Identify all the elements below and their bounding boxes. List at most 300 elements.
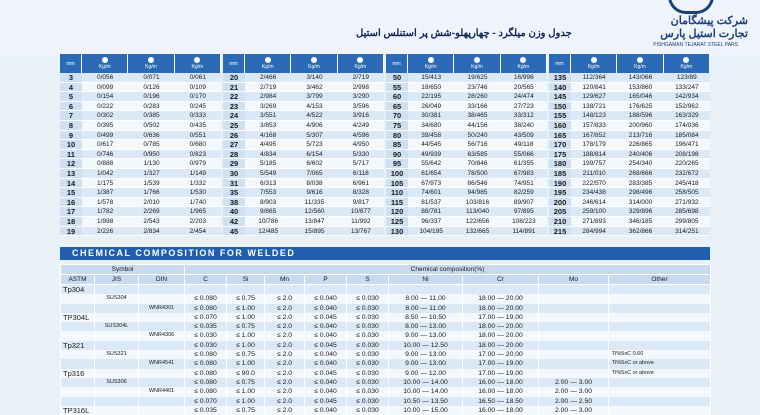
kgm-header (175, 54, 221, 73)
cell-p: ≤ 0.045 (305, 341, 347, 350)
weight-cell: 0/435 (175, 121, 221, 131)
weight-cell: 49/939 (408, 150, 454, 160)
weight-cell: 0/502 (128, 121, 174, 131)
weight-cell: 0/071 (128, 73, 174, 83)
weight-cell: 245/418 (664, 179, 710, 189)
weight-cell: 113/040 (454, 207, 500, 217)
weight-cell: 20/565 (501, 83, 547, 93)
weight-cell: 284/994 (571, 227, 617, 237)
size-cell: 29 (223, 159, 245, 169)
weight-cell: 7/553 (245, 188, 291, 198)
weight-cell: 258/505 (664, 188, 710, 198)
weight-cell: 7/065 (291, 169, 337, 179)
weight-table-grid (60, 54, 710, 236)
column-header-mo: Mo (539, 275, 609, 285)
cell-c: ≤ 0.080 (185, 387, 227, 396)
cell-s: ≤ 0.030 (347, 397, 389, 406)
weight-cell: 55/066 (501, 150, 547, 160)
weight-cell: 232/672 (664, 169, 710, 179)
cell-astm (61, 350, 95, 359)
size-cell: 50 (386, 73, 408, 83)
cell-c: ≤ 0.080 (185, 350, 227, 359)
size-cell: 85 (386, 140, 408, 150)
table-row (61, 304, 711, 313)
weight-cell: 0/056 (82, 73, 128, 83)
company-logo (632, 2, 752, 54)
weight-cell: 23/746 (454, 83, 500, 93)
cell-mo (539, 294, 609, 303)
weight-cell: 11/992 (338, 217, 384, 227)
weight-cell: 5/330 (338, 150, 384, 160)
weight-cell: 2/466 (245, 73, 291, 83)
weight-cell: 38/240 (501, 121, 547, 131)
weight-cell: 152/962 (664, 102, 710, 112)
weight-cell: 81/537 (408, 198, 454, 208)
page-header (0, 0, 760, 56)
weight-cell: 94/985 (454, 188, 500, 198)
cell-mo: 2.00 — 3.00 (539, 378, 609, 387)
weight-cell: 2/984 (245, 92, 291, 102)
weight-cell: 1/782 (82, 207, 128, 217)
cell-din: WNR4301 (139, 304, 185, 313)
cell-cr: 17.00 — 19.00 (463, 313, 539, 322)
weight-cell: 0/061 (175, 73, 221, 83)
cell-ni (389, 285, 463, 295)
cell-mo (539, 331, 609, 340)
weight-cell: 1/175 (82, 179, 128, 189)
cell-jis (95, 406, 139, 415)
weight-cell: 3/269 (245, 102, 291, 112)
weight-cell: 283/385 (617, 179, 663, 189)
cell-other (609, 313, 711, 322)
size-cell: 140 (549, 83, 571, 93)
kgm-header (617, 54, 663, 73)
column-header-din: DIN (139, 275, 185, 285)
cell-cr: 16.00 — 18.00 (463, 378, 539, 387)
cell-mo (539, 341, 609, 350)
header-label: Kg/m (517, 64, 529, 70)
weight-cell: 13/767 (338, 227, 384, 237)
weight-cell: 0/196 (128, 92, 174, 102)
size-cell: 21 (223, 83, 245, 93)
square-bar-icon (311, 57, 317, 63)
cell-jis (95, 331, 139, 340)
company-name-line1: شرکت پیشگامان (671, 14, 748, 27)
hex-bar-icon (683, 57, 689, 63)
cell-cr: 16.00 — 18.00 (463, 387, 539, 396)
header-label: Kg/m (425, 64, 437, 70)
weight-cell: 271/932 (664, 198, 710, 208)
weight-cell: 3/551 (245, 111, 291, 121)
round-bar-icon (265, 57, 271, 63)
weight-cell: 112/364 (571, 73, 617, 83)
header-label: mm (392, 61, 400, 67)
logo-mark-icon (668, 0, 714, 14)
weight-cell: 0/888 (82, 159, 128, 169)
weight-cell: 13/847 (291, 217, 337, 227)
weight-cell: 234/438 (571, 188, 617, 198)
cell-s: ≤ 0.030 (347, 359, 389, 368)
weight-cell: 70/846 (454, 159, 500, 169)
weight-cell: 122/656 (454, 217, 500, 227)
cell-astm: Tp304 (61, 285, 95, 295)
weight-cell: 1/130 (128, 159, 174, 169)
weight-cell: 5/549 (245, 169, 291, 179)
mm-header (386, 54, 408, 73)
weight-cell: 329/896 (617, 207, 663, 217)
column-header-row (61, 275, 711, 285)
size-cell: 8 (60, 121, 82, 131)
cell-ni: 8.00 — 13.00 (389, 322, 463, 331)
cell-astm (61, 359, 95, 368)
header-label: Kg/m (634, 64, 646, 70)
cell-s: ≤ 0.030 (347, 304, 389, 313)
weight-group (60, 54, 221, 236)
cell-other (609, 294, 711, 303)
weight-cell: 1/539 (128, 179, 174, 189)
weight-cell: 2/269 (128, 207, 174, 217)
cell-din: WNR4541 (139, 359, 185, 368)
size-cell: 60 (386, 92, 408, 102)
cell-p: ≤ 0.040 (305, 322, 347, 331)
cell-mn: ≤ 2.0 (265, 304, 305, 313)
table-row (61, 331, 711, 340)
size-cell: 95 (386, 159, 408, 169)
size-cell: 26 (223, 131, 245, 141)
size-cell: 9 (60, 131, 82, 141)
weight-cell: 254/340 (617, 159, 663, 169)
cell-cr: 17.00 — 19.00 (463, 359, 539, 368)
cell-si: ≤ 1.00 (227, 359, 265, 368)
column-header-jis: JIS (95, 275, 139, 285)
weight-cell: 97/895 (501, 207, 547, 217)
weight-cell: 1/327 (128, 169, 174, 179)
cell-s: ≤ 0.030 (347, 406, 389, 415)
size-cell: 70 (386, 111, 408, 121)
cell-astm (61, 322, 95, 331)
symbol-header: Symbol (61, 265, 185, 275)
cell-other (609, 322, 711, 331)
chemical-table (60, 264, 711, 415)
cell-cr: 18.00 — 20.00 (463, 294, 539, 303)
weight-cell: 200/960 (617, 121, 663, 131)
weight-cell: 33/166 (454, 102, 500, 112)
weight-cell: 0/785 (128, 140, 174, 150)
table-row (61, 397, 711, 406)
weight-group (223, 54, 384, 236)
cell-other: Ti%5xC or above (609, 369, 711, 378)
cell-c: ≤ 0.080 (185, 378, 227, 387)
weight-cell: 1/965 (175, 207, 221, 217)
cell-c: ≤ 0.080 (185, 369, 227, 378)
kgm-header (664, 54, 710, 73)
cell-din: WNR4401 (139, 387, 185, 396)
cell-si: ≤ 1.00 (227, 331, 265, 340)
weight-cell: 222/570 (571, 179, 617, 189)
weight-cell: 0/979 (175, 159, 221, 169)
cell-mo (539, 350, 609, 359)
weight-cell: 2/010 (128, 198, 174, 208)
weight-cell: 129/627 (571, 92, 617, 102)
size-cell: 100 (386, 169, 408, 179)
cell-jis (95, 304, 139, 313)
size-cell: 5 (60, 92, 82, 102)
weight-cell: 6/313 (245, 179, 291, 189)
size-cell: 165 (549, 131, 571, 141)
weight-cell: 0/302 (82, 111, 128, 121)
cell-din (139, 350, 185, 359)
weight-cell: 38/465 (454, 111, 500, 121)
weight-cell: 9/616 (291, 188, 337, 198)
mm-header (549, 54, 571, 73)
weight-cell: 4/950 (338, 140, 384, 150)
cell-other (609, 331, 711, 340)
cell-astm: TP316L (61, 406, 95, 415)
weight-cell: 63/585 (454, 150, 500, 160)
cell-c (185, 285, 227, 295)
size-cell: 65 (386, 102, 408, 112)
cell-astm (61, 304, 95, 313)
cell-jis (95, 397, 139, 406)
cell-s: ≤ 0.030 (347, 378, 389, 387)
cell-mn: ≤ 2.0 (265, 294, 305, 303)
weight-cell: 8/038 (291, 179, 337, 189)
weight-cell: 3/596 (338, 102, 384, 112)
composition-header: Chemical composition(%) (185, 265, 711, 275)
cell-other (609, 378, 711, 387)
cell-mn: ≤ 2.0 (265, 406, 305, 415)
kgm-header (82, 54, 128, 73)
size-cell: 150 (549, 102, 571, 112)
cell-c: ≤ 0.030 (185, 331, 227, 340)
table-row (61, 359, 711, 368)
page-title: جدول وزن میلگرد - چهارپهلو-شش پر استنلس استیل (356, 28, 556, 39)
cell-mn: ≤ 2.0 (265, 331, 305, 340)
cell-jis: SUS304 (95, 294, 139, 303)
column-header-mn: Mn (265, 275, 305, 285)
cell-s: ≤ 0.030 (347, 322, 389, 331)
weight-cell: 271/893 (571, 217, 617, 227)
mm-header (60, 54, 82, 73)
cell-mo (539, 359, 609, 368)
size-cell: 28 (223, 150, 245, 160)
size-cell: 200 (549, 198, 571, 208)
weight-cell: 103/816 (454, 198, 500, 208)
size-cell: 16 (60, 198, 82, 208)
size-cell: 35 (223, 188, 245, 198)
weight-cell: 10/786 (245, 217, 291, 227)
cell-other (609, 387, 711, 396)
size-cell: 14 (60, 179, 82, 189)
cell-mn: ≤ 2.0 (265, 387, 305, 396)
cell-din (139, 322, 185, 331)
weight-cell: 6/961 (338, 179, 384, 189)
weight-cell: 16/996 (501, 73, 547, 83)
size-cell: 215 (549, 227, 571, 237)
weight-cell: 285/698 (664, 207, 710, 217)
cell-p: ≤ 0.040 (305, 304, 347, 313)
weight-cell: 27/723 (501, 102, 547, 112)
cell-c: ≤ 0.080 (185, 294, 227, 303)
cell-other (609, 304, 711, 313)
cell-ni: 10.00 — 14.00 (389, 387, 463, 396)
column-header-cr: Cr (463, 275, 539, 285)
weight-cell: 3/853 (245, 121, 291, 131)
weight-cell: 3/916 (338, 111, 384, 121)
size-cell: 80 (386, 131, 408, 141)
size-cell: 31 (223, 179, 245, 189)
cell-cr: 16.50 — 18.50 (463, 397, 539, 406)
cell-jis (95, 369, 139, 378)
cell-mn: ≤ 2.0 (265, 350, 305, 359)
weight-cell: 2/719 (245, 83, 291, 93)
weight-cell: 120/841 (571, 83, 617, 93)
weight-cell: 5/723 (291, 140, 337, 150)
weight-cell: 74/601 (408, 188, 454, 198)
weight-cell: 1/387 (82, 188, 128, 198)
kgm-header (245, 54, 291, 73)
cell-p: ≤ 0.040 (305, 331, 347, 340)
weight-cell: 4/153 (291, 102, 337, 112)
weight-cell: 196/471 (664, 140, 710, 150)
weight-cell: 11/335 (291, 198, 337, 208)
cell-din (139, 313, 185, 322)
cell-mn: ≤ 2.0 (265, 378, 305, 387)
company-subtitle: PISHGAMAN TEJARAT STEEL PARS (653, 42, 738, 48)
weight-cell: 4/834 (245, 150, 291, 160)
cell-c: ≤ 0.080 (185, 304, 227, 313)
size-cell: 155 (549, 111, 571, 121)
cell-c: ≤ 0.080 (185, 359, 227, 368)
weight-cell: 22/195 (408, 92, 454, 102)
weight-cell: 5/185 (245, 159, 291, 169)
table-row (61, 341, 711, 350)
cell-c: ≤ 0.030 (185, 341, 227, 350)
cell-c: ≤ 0.070 (185, 313, 227, 322)
cell-c: ≤ 0.035 (185, 406, 227, 415)
header-label: mm (555, 61, 563, 67)
weight-cell: 3/799 (291, 92, 337, 102)
weight-cell: 33/312 (501, 111, 547, 121)
size-cell: 90 (386, 150, 408, 160)
round-bar-icon (428, 57, 434, 63)
size-cell: 24 (223, 111, 245, 121)
weight-cell: 26/049 (408, 102, 454, 112)
cell-s: ≤ 0.030 (347, 313, 389, 322)
weight-cell: 188/814 (571, 150, 617, 160)
kgm-header (338, 54, 384, 73)
cell-mn: ≤ 2.0 (265, 341, 305, 350)
weight-cell: 8/328 (338, 188, 384, 198)
weight-cell: 0/823 (175, 150, 221, 160)
size-cell: 20 (223, 73, 245, 83)
size-cell: 13 (60, 169, 82, 179)
weight-cell: 211/010 (571, 169, 617, 179)
weight-cell: 199/757 (571, 159, 617, 169)
weight-cell: 0/551 (175, 131, 221, 141)
cell-astm: Tp316 (61, 369, 95, 378)
column-header-other: Other (609, 275, 711, 285)
cell-s: ≤ 0.030 (347, 369, 389, 378)
cell-si: ≤ 0.75 (227, 350, 265, 359)
cell-s: ≤ 0.030 (347, 331, 389, 340)
weight-cell: 4/522 (291, 111, 337, 121)
weight-cell: 15/413 (408, 73, 454, 83)
weight-cell: 0/333 (175, 111, 221, 121)
weight-cell: 0/950 (128, 150, 174, 160)
weight-cell: 259/100 (571, 207, 617, 217)
cell-jis: SUS306 (95, 378, 139, 387)
weight-cell: 0/126 (128, 83, 174, 93)
weight-cell: 3/462 (291, 83, 337, 93)
size-cell: 110 (386, 188, 408, 198)
weight-cell: 44/545 (408, 140, 454, 150)
size-cell: 7 (60, 111, 82, 121)
size-cell: 30 (223, 169, 245, 179)
weight-cell: 0/499 (82, 131, 128, 141)
weight-cell: 61/654 (408, 169, 454, 179)
weight-cell: 8/903 (245, 198, 291, 208)
weight-cell: 2/543 (128, 217, 174, 227)
weight-cell: 123/89 (664, 73, 710, 83)
cell-si: ≤ 0.75 (227, 406, 265, 415)
cell-other (609, 285, 711, 295)
weight-cell: 0/222 (82, 102, 128, 112)
weight-cell: 9/817 (338, 198, 384, 208)
chemical-table-wrapper (60, 264, 710, 410)
cell-c: ≤ 0.035 (185, 322, 227, 331)
weight-cell: 96/337 (408, 217, 454, 227)
header-label: Kg/m (99, 64, 111, 70)
size-cell: 55 (386, 83, 408, 93)
size-cell: 125 (386, 217, 408, 227)
weight-cell: 18/650 (408, 83, 454, 93)
weight-cell: 167/852 (571, 131, 617, 141)
weight-cell: 9/865 (245, 207, 291, 217)
cell-other: Ti%5xC or above (609, 359, 711, 368)
weight-cell: 1/530 (175, 188, 221, 198)
size-cell: 12 (60, 159, 82, 169)
size-cell: 190 (549, 179, 571, 189)
header-label: Kg/m (471, 64, 483, 70)
size-cell: 40 (223, 207, 245, 217)
cell-jis (95, 341, 139, 350)
weight-cell: 74/951 (501, 179, 547, 189)
weight-cell: 208/198 (664, 150, 710, 160)
kgm-header (454, 54, 500, 73)
cell-din (139, 285, 185, 295)
table-row (61, 294, 711, 303)
cell-ni: 10.00 — 12.50 (389, 341, 463, 350)
header-label: Kg/m (145, 64, 157, 70)
cell-si: ≤ 1.00 (227, 313, 265, 322)
size-cell: 195 (549, 188, 571, 198)
weight-cell: 43/509 (501, 131, 547, 141)
kgm-header (571, 54, 617, 73)
size-cell: 19 (60, 227, 82, 237)
weight-cell: 153/860 (617, 83, 663, 93)
weight-cell: 0/385 (128, 111, 174, 121)
weight-cell: 226/865 (617, 140, 663, 150)
weight-cell: 138/721 (571, 102, 617, 112)
weight-cell: 133/247 (664, 83, 710, 93)
table-row (61, 285, 711, 295)
size-cell: 45 (223, 227, 245, 237)
weight-cell: 67/973 (408, 179, 454, 189)
kgm-header (501, 54, 547, 73)
cell-mo: 2.00 — 2.50 (539, 397, 609, 406)
weight-cell: 1/042 (82, 169, 128, 179)
